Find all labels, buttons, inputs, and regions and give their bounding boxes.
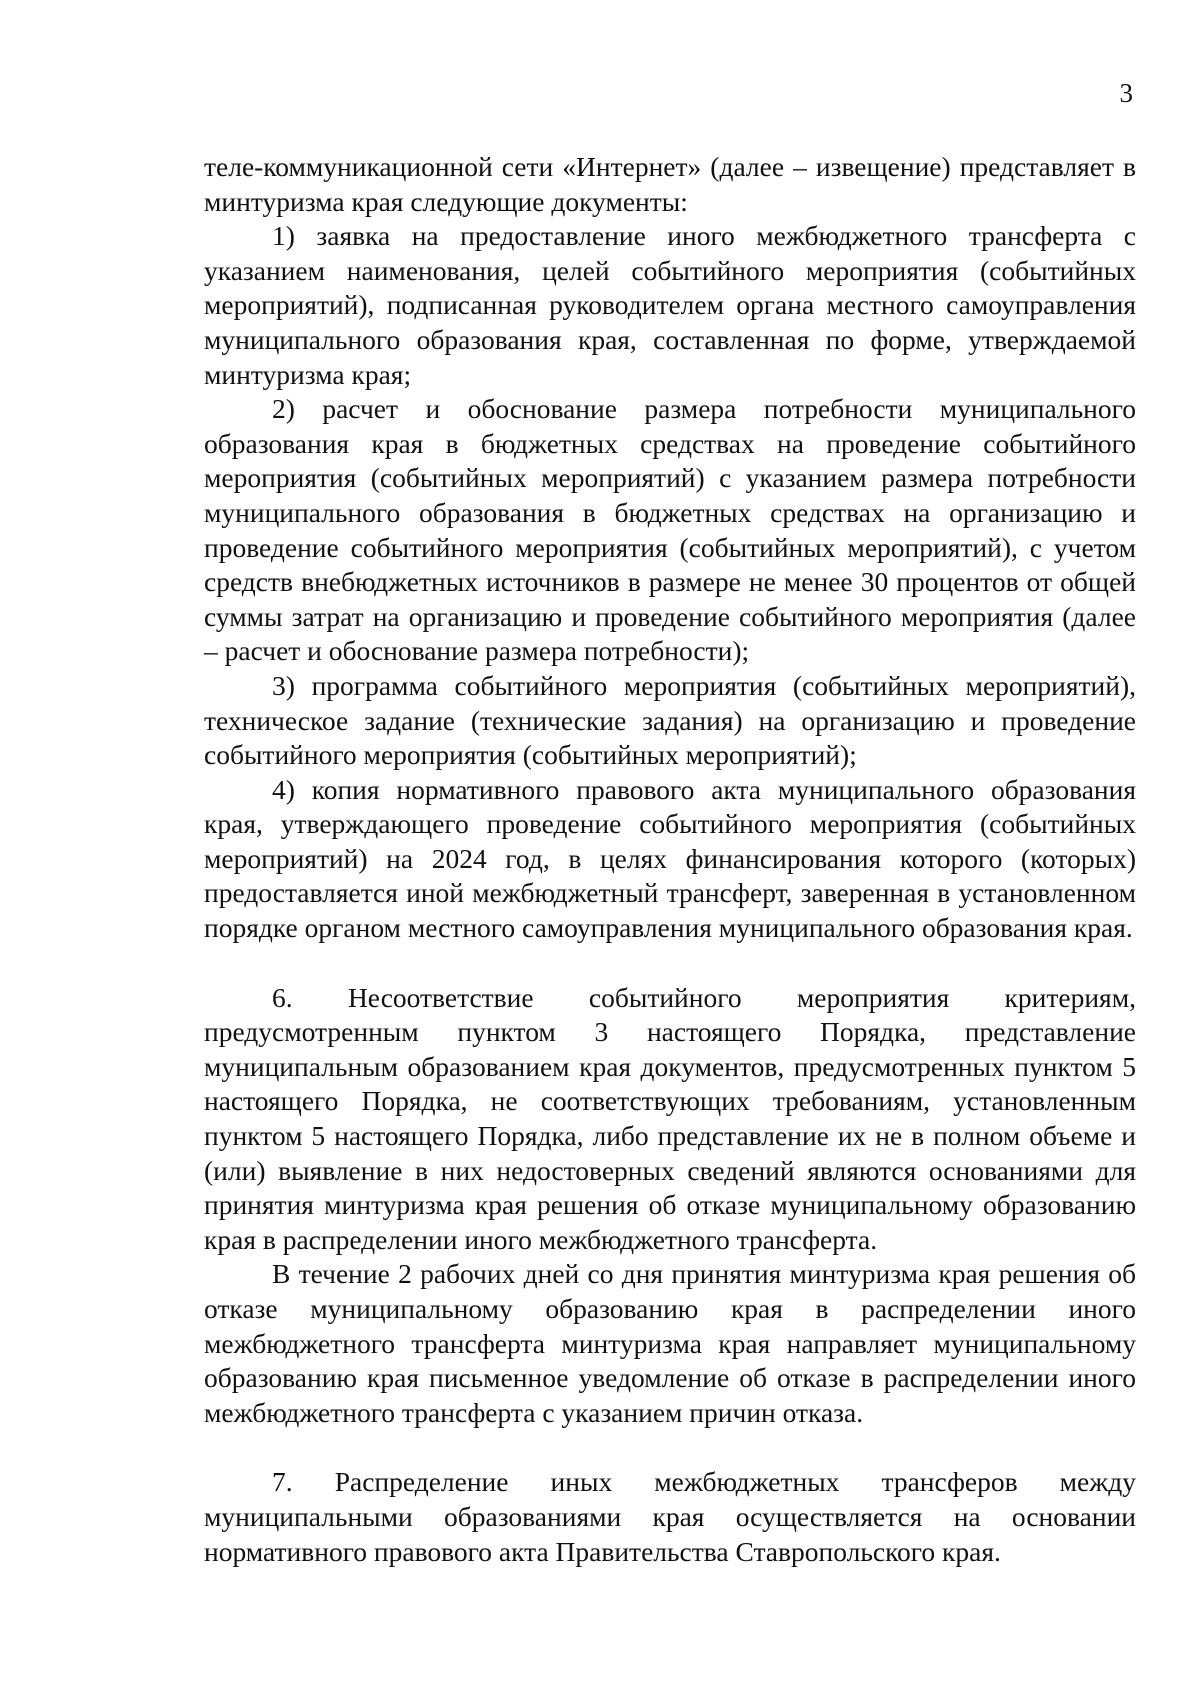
list-item-4: 4) копия нормативного правового акта муниципального образования края, утверждающего проведение событийного мероприятия (событийных мероприятий) на 2024 год, в целях финансирования которого (которых) предоставляется иной межбюджетный трансферт, заверенная в установленном порядке органом местного самоуправления муниципального образования края. [204, 773, 1136, 944]
section-6-notice: В течение 2 рабочих дней со дня принятия минтуризма края решения об отказе муниципальному образованию края в распределении иного межбюджетного трансферта минтуризма края направляет муниципальному образованию края письменное уведомление об отказе в распределении иного межбюджетного трансферта с указанием причин отказа. [204, 1258, 1136, 1428]
list-item-3: 3) программа событийного мероприятия (событийных мероприятий), техническое задание (технические задания) на организацию и проведение событийного мероприятия (событийных мероприятий); [204, 669, 1136, 771]
list-item-2: 2) расчет и обоснование размера потребности муниципального образования края в бюджетных средствах на проведение событийного мероприятия (событийных мероприятий) с указанием размера потребности муниципального образования в бюджетных средствах на организацию и проведение событийного мероприятия (событийных мероприятий), с учетом средств внебюджетных источников в размере не менее 30 процентов от общей суммы затрат на организацию и проведение событийного мероприятия (далее – расчет и обоснование размера потребности); [204, 393, 1136, 667]
list-item-1: 1) заявка на предоставление иного межбюджетного трансферта с указанием наименования, целей событийного мероприятия (событийных мероприятий), подписанная руководителем органа местного самоуправления муниципального образования края, составленная по форме, утверждаемой минтуризма края; [204, 220, 1136, 390]
section-7: 7. Распределение иных межбюджетных трансферов между муниципальными образованиями края осуществляется на основании нормативного правового акта Правительства Ставропольского края. [204, 1466, 1136, 1567]
document-body [204, 150, 1136, 1569]
page-number: 3 [1119, 78, 1133, 108]
paragraph-intro: теле-коммуникационной сети «Интернет» (далее – извещение) представляет в минтуризма края следующие документы: [204, 151, 1136, 217]
section-6: 6. Несоответствие событийного мероприятия критериям, предусмотренным пунктом 3 настоящего Порядка, представление муниципальным образованием края документов, предусмотренных пунктом 5 настоящего Порядка, не соответствующих требованиям, установленным пунктом 5 настоящего Порядка, либо представление их не в полном объеме и (или) выявление в них недостоверных сведений являются основаниями для принятия минтуризма края решения об отказе муниципальному образованию края в распределении иного межбюджетного трансферта. [204, 981, 1136, 1255]
